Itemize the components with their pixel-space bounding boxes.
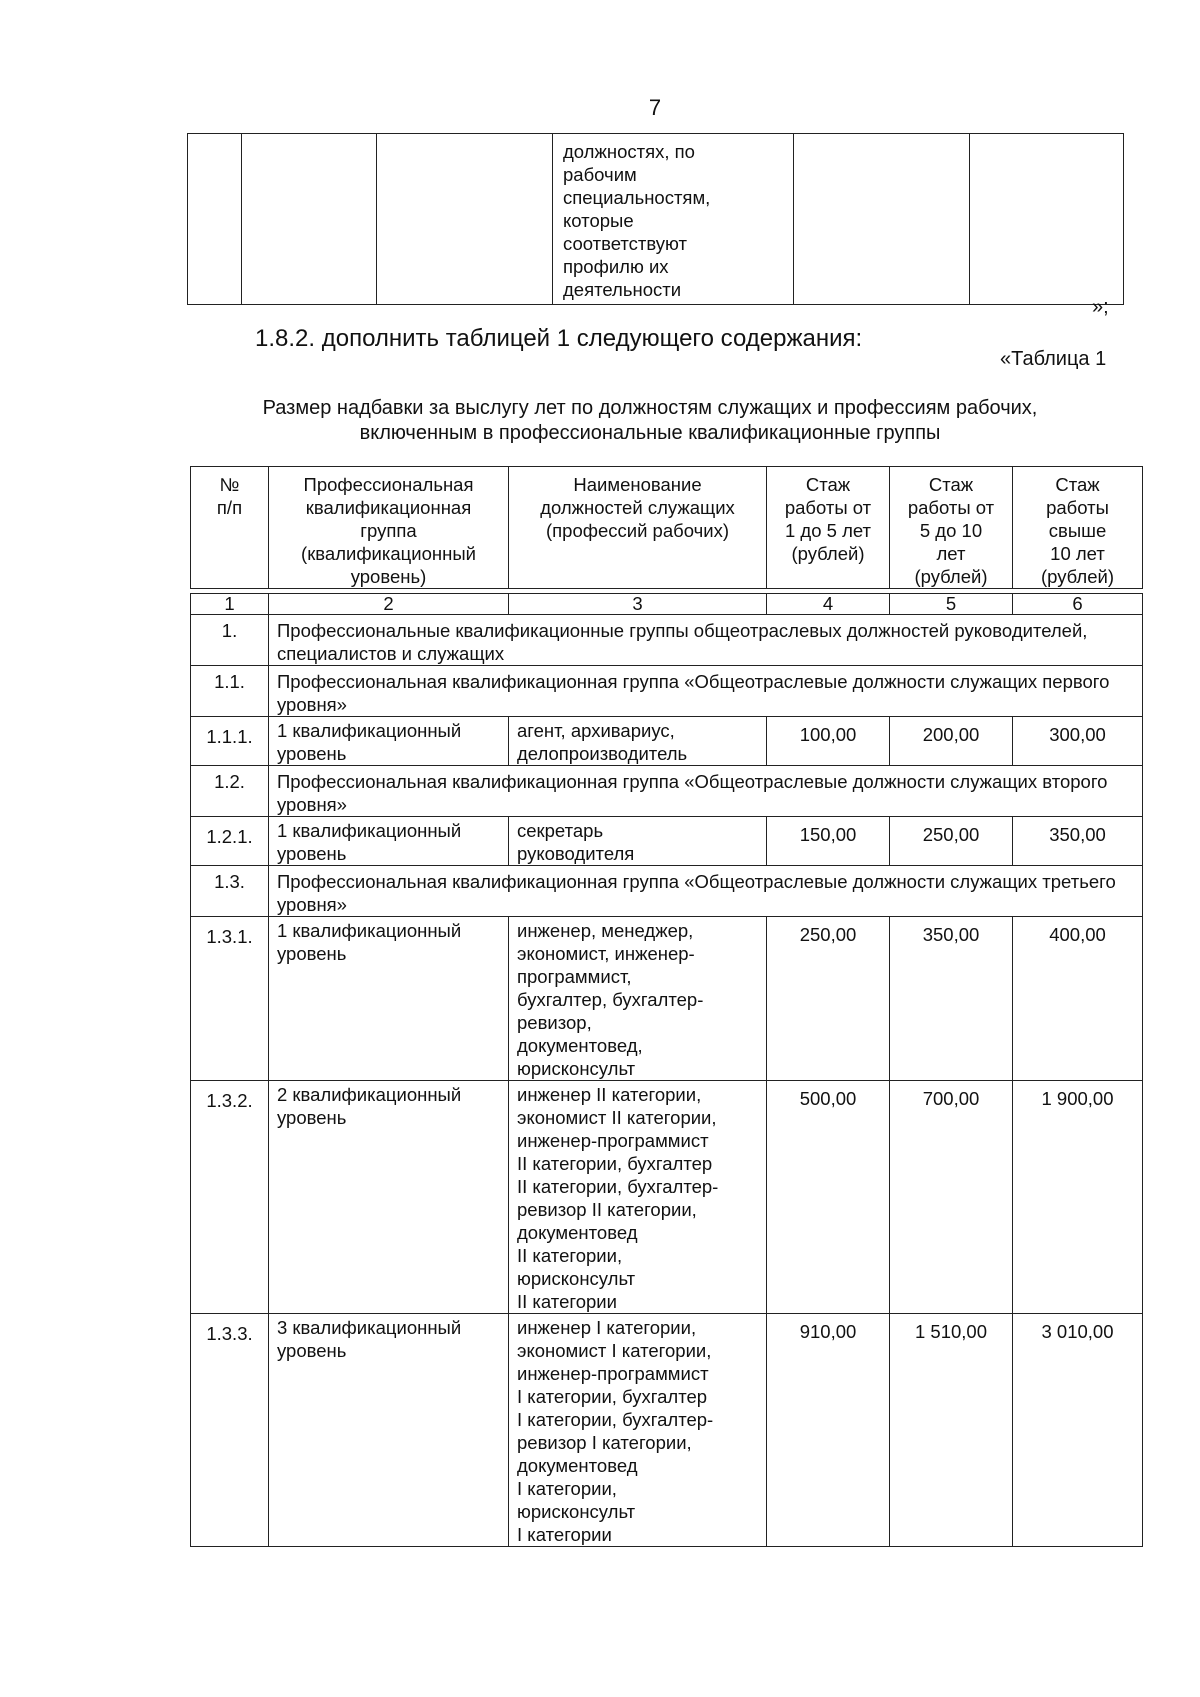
qualification-level: 1 квалификационный уровень: [269, 817, 509, 866]
table-row: [191, 717, 1143, 766]
table-label: «Таблица 1: [1000, 348, 1107, 370]
closing-quote: »;: [1092, 296, 1109, 318]
group-row: [191, 866, 1143, 917]
qualification-level: 2 квалификационный уровень: [269, 1081, 509, 1314]
bonus-over-10-years: 400,00: [1013, 917, 1143, 1081]
bonus-1-5-years: 500,00: [767, 1081, 890, 1314]
row-number: 1.2.: [191, 766, 269, 817]
bonus-5-10-years: 250,00: [890, 817, 1013, 866]
page-number: 7: [648, 95, 662, 120]
row-number: 1.3.3.: [191, 1314, 269, 1547]
header-cell-num: № п/п: [191, 467, 269, 589]
table-row: [191, 1314, 1143, 1547]
qualification-level: 3 квалификационный уровень: [269, 1314, 509, 1547]
row-number: 1.1.: [191, 666, 269, 717]
continued-cell-text: должностях, по рабочим специальностям, которые соответствуют профилю их деятельности: [563, 141, 711, 300]
positions-cell: инженер II категории, экономист II категории, инженер-программист II категории, бухгалтер II категории, бухгалтер- ревизор II категории, документовед II категории, юрисконсульт II категории: [509, 1081, 767, 1314]
group-row: [191, 766, 1143, 817]
table-cell: [242, 134, 377, 305]
table-caption: Размер надбавки за выслугу лет по должностям служащих и профессиям рабочих, включенным в профессиональные квалификационные группы: [262, 397, 1038, 444]
bonus-5-10-years: 350,00: [890, 917, 1013, 1081]
seniority-bonus-table: [190, 466, 1143, 1547]
bonus-over-10-years: 1 900,00: [1013, 1081, 1143, 1314]
bonus-over-10-years: 350,00: [1013, 817, 1143, 866]
column-number: 1: [191, 594, 269, 615]
positions-cell: инженер, менеджер, экономист, инженер- программист, бухгалтер, бухгалтер- ревизор, документовед, юрисконсульт: [509, 917, 767, 1081]
continued-table-fragment: [187, 133, 1124, 305]
table-row: [188, 134, 1124, 305]
group-title: Профессиональная квалификационная группа «Общеотраслевые должности служащих второго уровня»: [269, 766, 1143, 817]
group-title: Профессиональные квалификационные группы общеотраслевых должностей руководителей, специалистов и служащих: [269, 615, 1143, 666]
bonus-1-5-years: 250,00: [767, 917, 890, 1081]
table-cell: [553, 134, 794, 305]
bonus-5-10-years: 200,00: [890, 717, 1013, 766]
positions-cell: агент, архивариус, делопроизводитель: [509, 717, 767, 766]
header-row: [191, 467, 1143, 589]
column-number-row: [191, 594, 1143, 615]
row-number: 1.: [191, 615, 269, 666]
bonus-1-5-years: 910,00: [767, 1314, 890, 1547]
column-number: 2: [269, 594, 509, 615]
table-row: [191, 917, 1143, 1081]
table-cell: [188, 134, 242, 305]
positions-cell: секретарь руководителя: [509, 817, 767, 866]
header-cell-exp-5-10: Стаж работы от 5 до 10 лет (рублей): [890, 467, 1013, 589]
row-number: 1.1.1.: [191, 717, 269, 766]
row-number: 1.2.1.: [191, 817, 269, 866]
row-number: 1.3.: [191, 866, 269, 917]
group-row: [191, 615, 1143, 666]
group-row: [191, 666, 1143, 717]
column-number: 4: [767, 594, 890, 615]
column-number: 5: [890, 594, 1013, 615]
header-cell-exp-10plus: Стаж работы свыше 10 лет (рублей): [1013, 467, 1143, 589]
header-cell-exp-1-5: Стаж работы от 1 до 5 лет (рублей): [767, 467, 890, 589]
table-cell: [377, 134, 553, 305]
bonus-1-5-years: 150,00: [767, 817, 890, 866]
table-cell: [970, 134, 1124, 305]
header-cell-group: Профессиональная квалификационная группа (квалификационный уровень): [269, 467, 509, 589]
table-row: [191, 1081, 1143, 1314]
table-cell: [794, 134, 970, 305]
qualification-level: 1 квалификационный уровень: [269, 917, 509, 1081]
positions-cell: инженер I категории, экономист I категории, инженер-программист I категории, бухгалтер I категории, бухгалтер- ревизор I категории, документовед I категории, юрисконсульт I категории: [509, 1314, 767, 1547]
bonus-5-10-years: 700,00: [890, 1081, 1013, 1314]
group-title: Профессиональная квалификационная группа «Общеотраслевые должности служащих третьего уровня»: [269, 866, 1143, 917]
row-number: 1.3.2.: [191, 1081, 269, 1314]
section-heading: 1.8.2. дополнить таблицей 1 следующего содержания:: [255, 325, 863, 352]
bonus-1-5-years: 100,00: [767, 717, 890, 766]
table-row: [191, 817, 1143, 866]
qualification-level: 1 квалификационный уровень: [269, 717, 509, 766]
header-cell-positions: Наименование должностей служащих (профессий рабочих): [509, 467, 767, 589]
column-number: 6: [1013, 594, 1143, 615]
bonus-over-10-years: 300,00: [1013, 717, 1143, 766]
group-title: Профессиональная квалификационная группа «Общеотраслевые должности служащих первого уровня»: [269, 666, 1143, 717]
bonus-5-10-years: 1 510,00: [890, 1314, 1013, 1547]
bonus-over-10-years: 3 010,00: [1013, 1314, 1143, 1547]
row-number: 1.3.1.: [191, 917, 269, 1081]
column-number: 3: [509, 594, 767, 615]
